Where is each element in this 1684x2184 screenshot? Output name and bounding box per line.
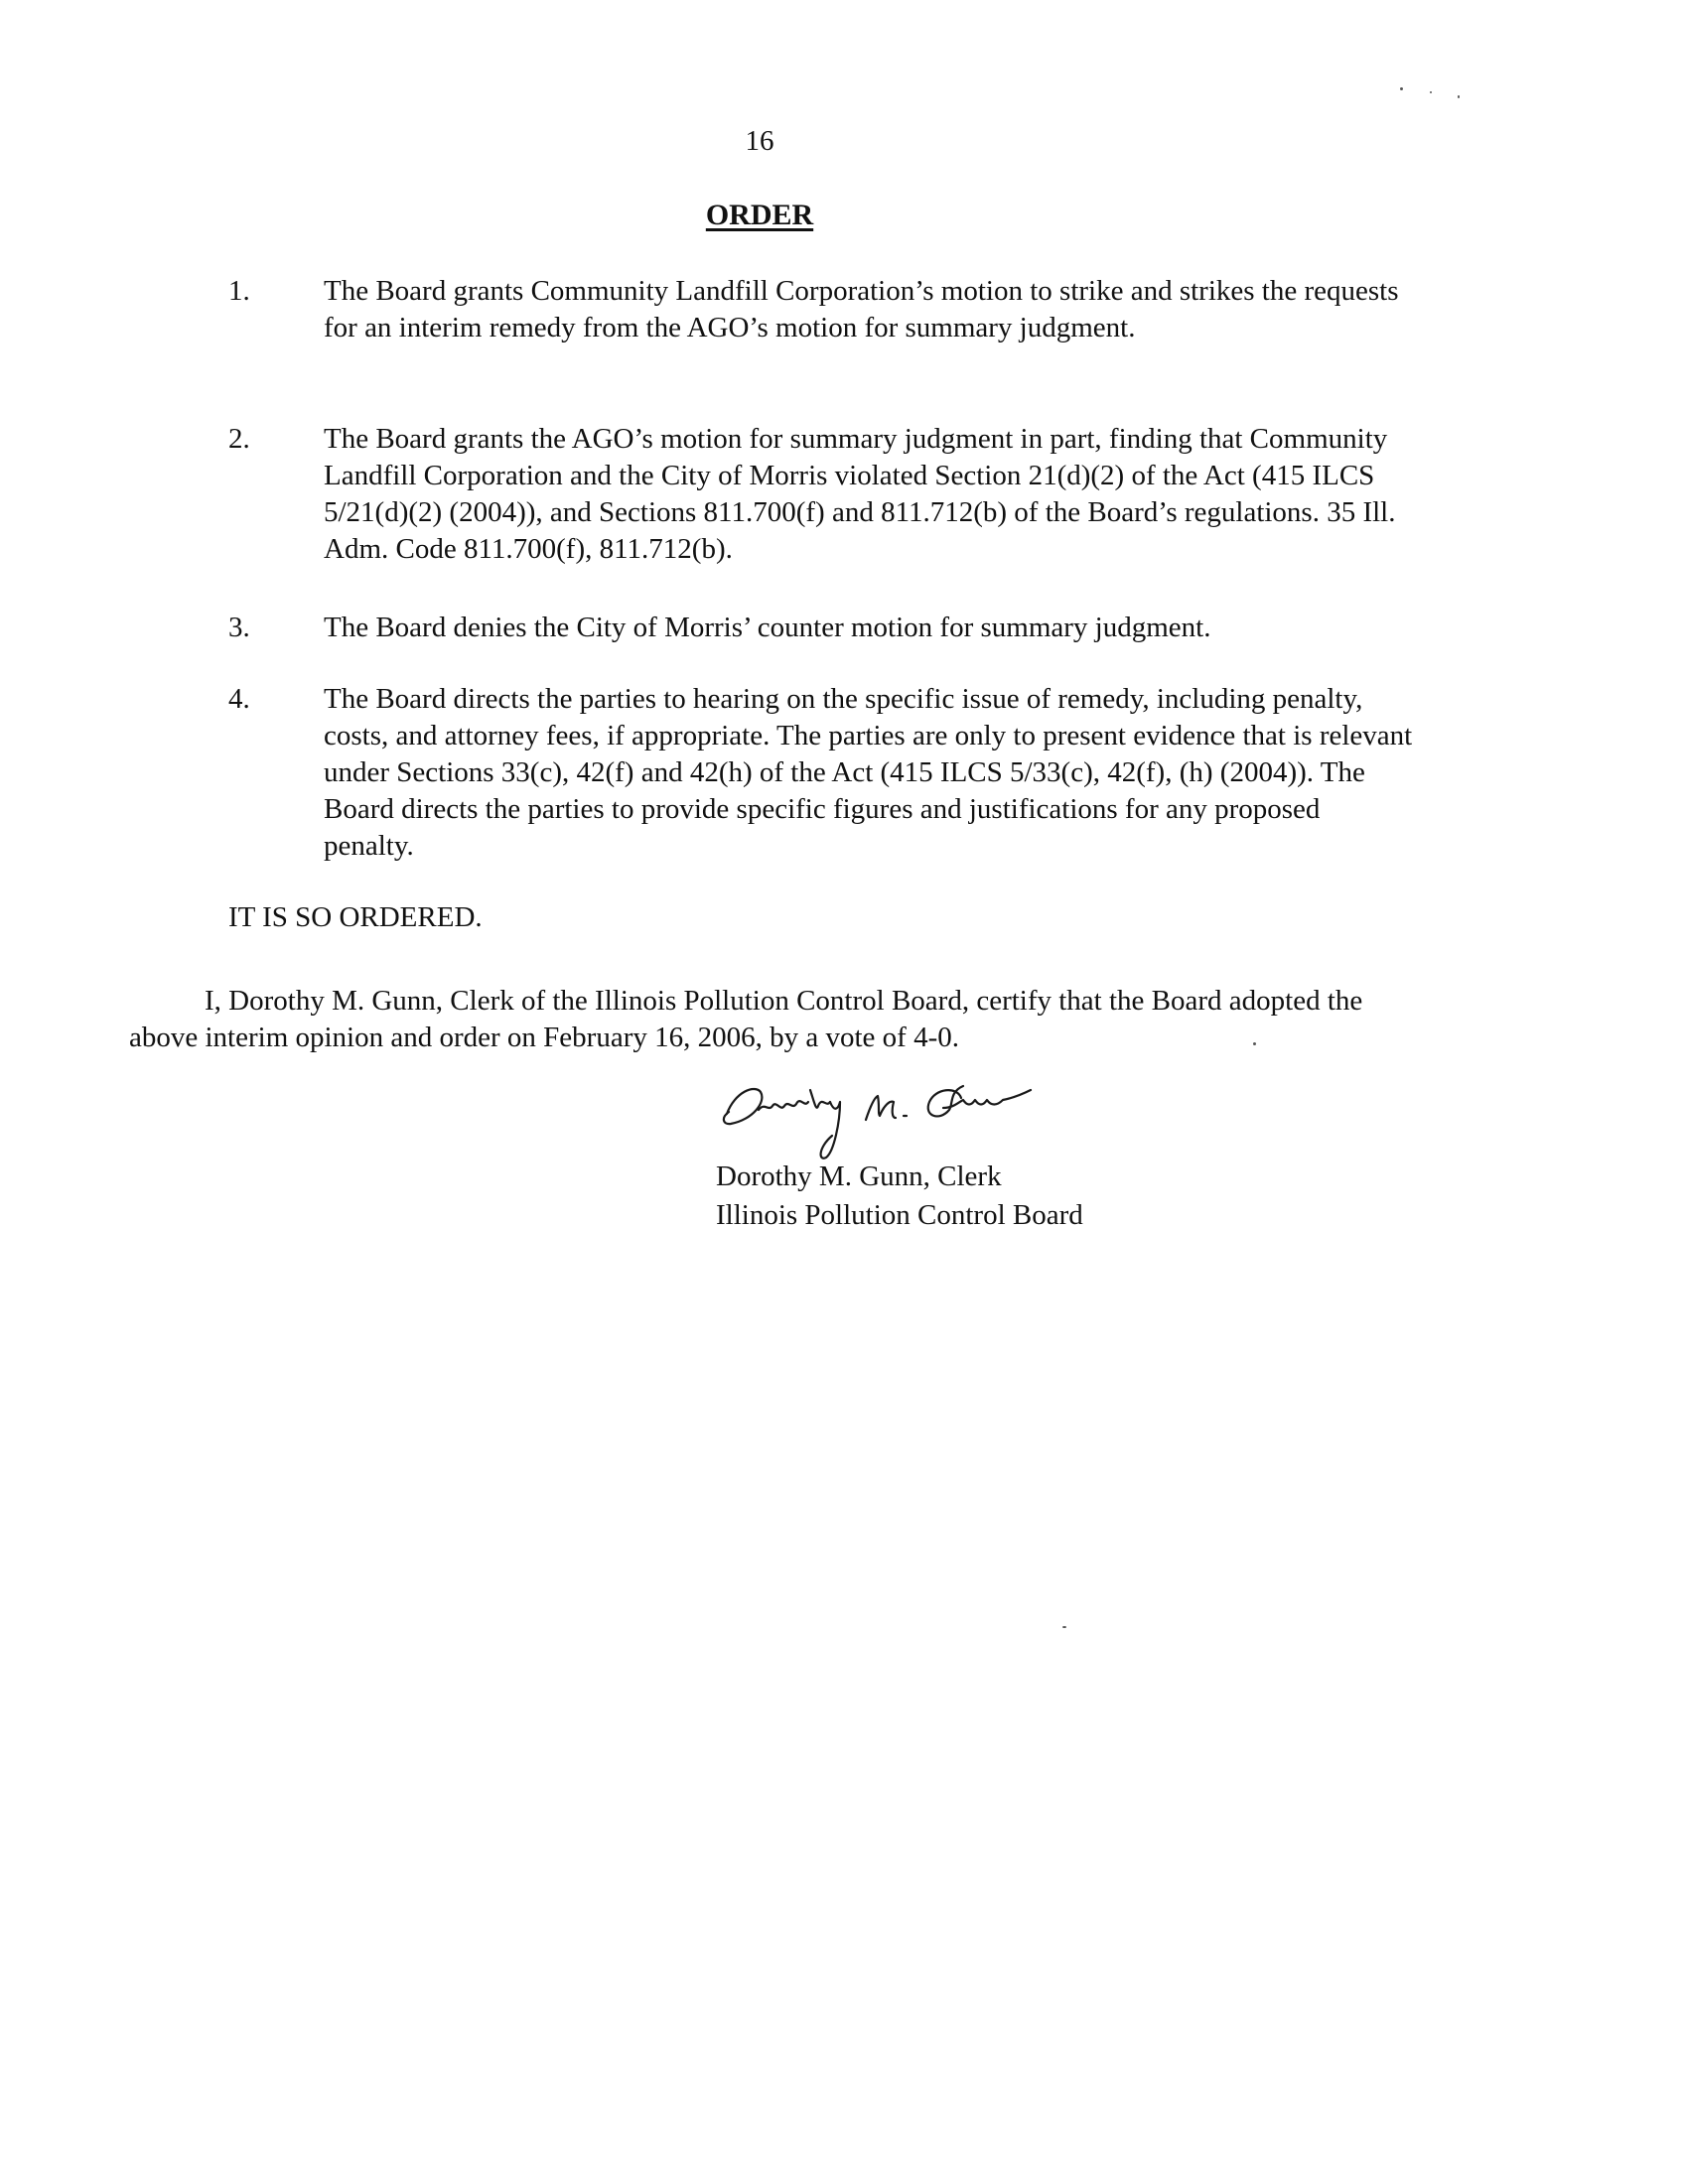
order-item-number: 1. <box>228 275 250 307</box>
scan-speck <box>1400 87 1403 90</box>
so-ordered-statement: IT IS SO ORDERED. <box>228 901 483 933</box>
signature-drawing <box>715 1062 1072 1171</box>
order-item-number: 4. <box>228 683 250 715</box>
order-item-3 <box>228 610 1420 646</box>
clerk-certification: I, Dorothy M. Gunn, Clerk of the Illinois Pollution Control Board, certify that the Board adopted the above interim opinion and order on February 16, 2006, by a vote of 4-0. <box>129 985 1363 1053</box>
scan-speck <box>1430 91 1432 93</box>
order-item-number: 2. <box>228 423 250 455</box>
signature-block <box>716 1158 1083 1235</box>
order-item-number: 3. <box>228 612 250 643</box>
scan-speck <box>1253 1042 1256 1045</box>
order-item-text: The Board grants the AGO’s motion for summary judgment in part, finding that Community Landfill Corporation and the City of Morris violated Section 21(d)(2) of the Act (415 ILCS 5/21(d)(2) (2004)), and Sections 811.700(f) and 811.712(b) of the Board’s regulations. 35 Ill. Adm. Code 811.700(f), 811.712(b). <box>324 423 1396 565</box>
order-item-2 <box>228 421 1420 568</box>
order-item-text: The Board denies the City of Morris’ counter motion for summary judgment. <box>324 612 1211 643</box>
scan-speck <box>1062 1626 1066 1628</box>
signer-name: Dorothy M. Gunn, Clerk <box>716 1160 1002 1192</box>
order-item-text: The Board grants Community Landfill Corporation’s motion to strike and strikes the requests for an interim remedy from the AGO’s motion for summary judgment. <box>324 275 1399 343</box>
handwritten-signature <box>715 1062 1072 1171</box>
page-number: 16 <box>745 125 774 157</box>
order-heading: ORDER <box>705 199 814 231</box>
order-item-text: The Board directs the parties to hearing on the specific issue of remedy, including penalty, costs, and attorney fees, if appropriate. The parties are only to present evidence that is relevant under Sections 33(c), 42(f) and 42(h) of the Act (415 ILCS 5/33(c), 42(f), (h) (2004)). The Board directs the parties to provide specific figures and justifications for any proposed penalty. <box>324 683 1413 862</box>
scan-speck <box>1458 95 1460 98</box>
signer-organization: Illinois Pollution Control Board <box>716 1199 1083 1231</box>
order-item-4 <box>228 681 1420 865</box>
order-item-1 <box>228 273 1420 346</box>
